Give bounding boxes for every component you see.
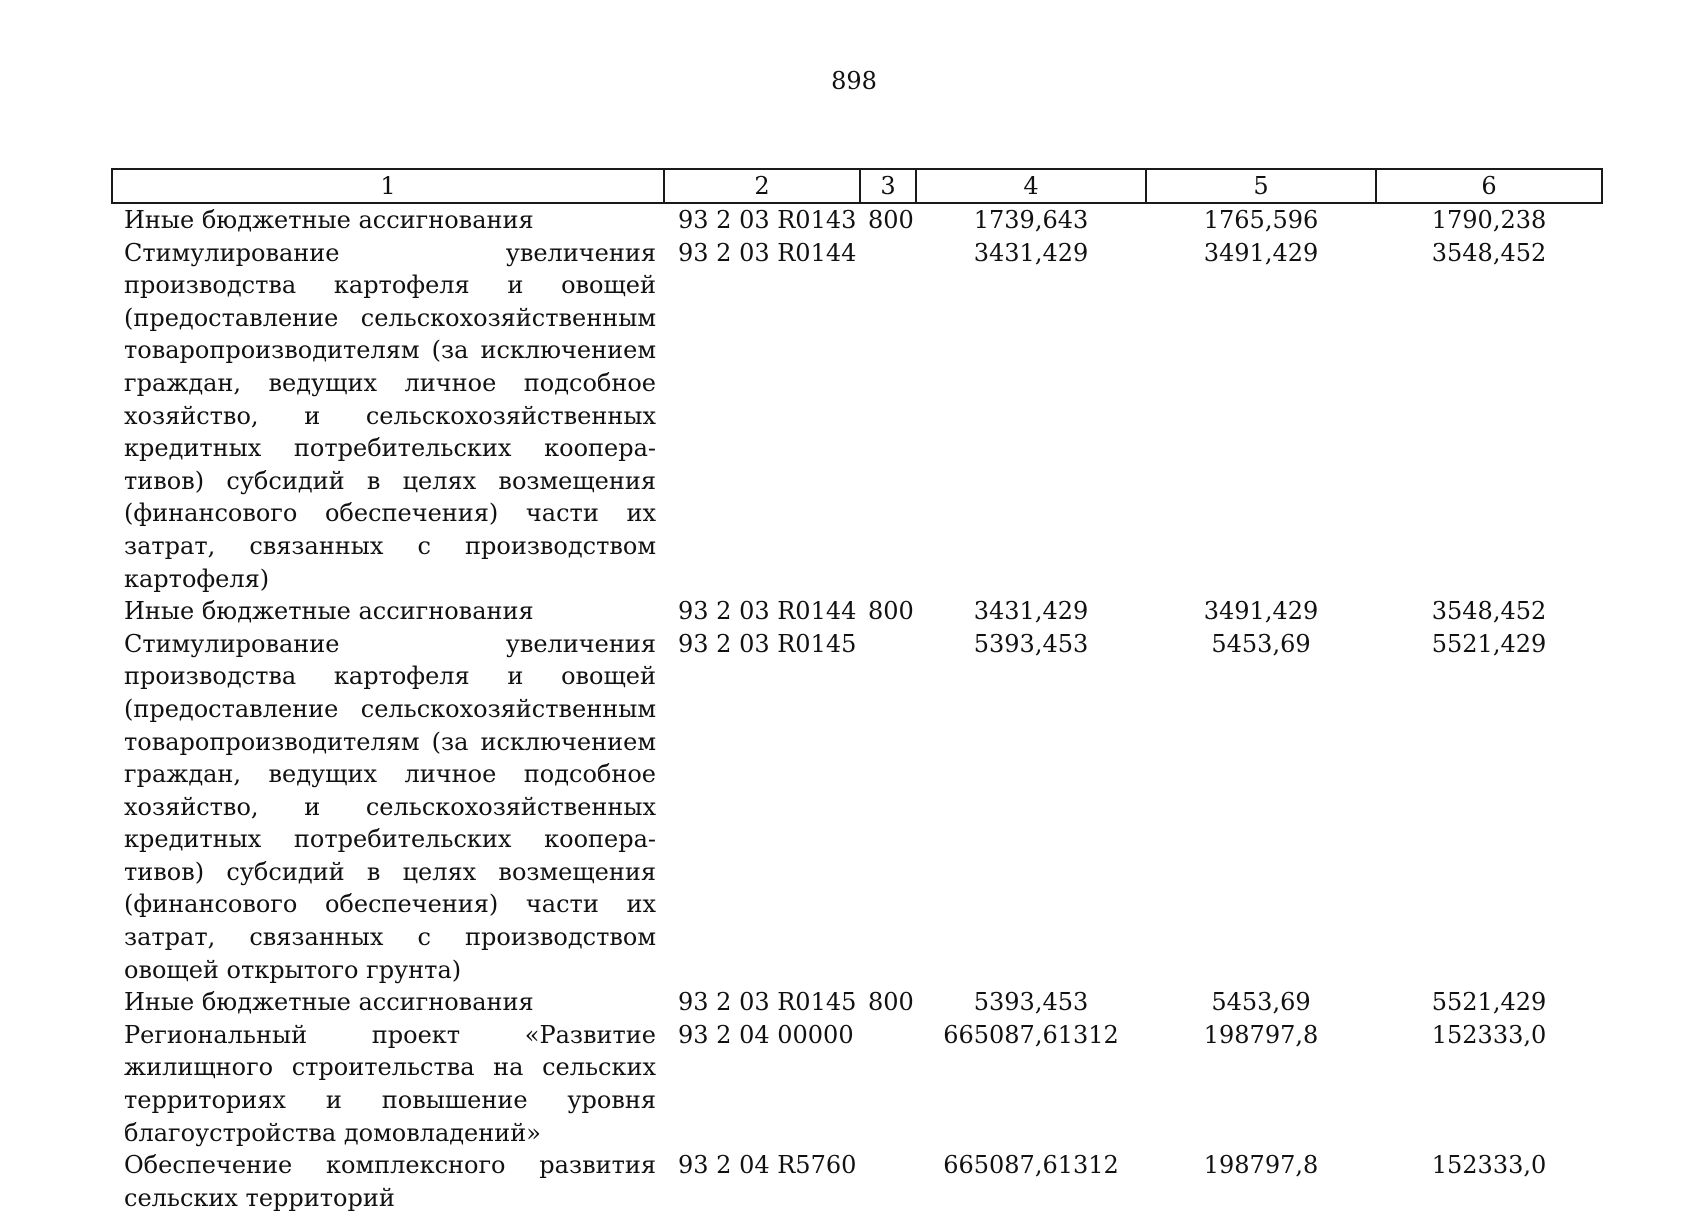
row-value-col-4: 3431,429 [973, 597, 1089, 626]
header-row [112, 169, 1602, 203]
table-row [112, 203, 1602, 237]
row-expense-type [860, 1149, 916, 1214]
row-value-col-5: 3491,429 [1203, 238, 1319, 267]
page-number: 898 [831, 67, 877, 95]
row-value-col-4: 5393,453 [973, 988, 1089, 1017]
row-code: 93 2 04 R5760 [678, 1151, 857, 1180]
table-body [112, 203, 1602, 1214]
row-value-col-5: 3491,429 [1203, 597, 1319, 626]
row-name: Иные бюджетные ассигнования [124, 988, 534, 1017]
row-value-col-5: 5453,69 [1211, 988, 1311, 1017]
budget-table [111, 168, 1603, 1214]
row-value-col-4: 1739,643 [973, 206, 1089, 234]
row-value-col-6: 5521,429 [1431, 629, 1547, 658]
row-expense-type: 800 [868, 597, 914, 626]
header-col-4: 4 [916, 169, 1146, 203]
row-name: Иные бюджетные ассигнования [124, 597, 534, 626]
table-header [112, 169, 1602, 203]
row-code: 93 2 03 R0145 [678, 629, 857, 658]
row-value-col-6: 152333,0 [1431, 1020, 1547, 1049]
row-value-col-6: 3548,452 [1431, 597, 1547, 626]
table-row [112, 1019, 1602, 1149]
row-value-col-6: 5521,429 [1431, 988, 1547, 1017]
header-col-5: 5 [1146, 169, 1376, 203]
table-row [112, 986, 1602, 1019]
row-expense-type [860, 1019, 916, 1149]
header-col-1: 1 [112, 169, 664, 203]
row-code: 93 2 03 R0145 [678, 988, 857, 1017]
row-name: Обеспечение комплексного развития сельских территорий [124, 1151, 656, 1212]
row-expense-type [860, 237, 916, 596]
table-row [112, 1149, 1602, 1214]
table-row [112, 595, 1602, 628]
row-code: 93 2 04 00000 [678, 1020, 854, 1049]
header-col-3: 3 [860, 169, 916, 203]
row-name: Региональный проект «Развитие жилищного строительства на сельских территориях и повышение уровня благоустройства домовладений» [124, 1020, 656, 1147]
row-value-col-4: 5393,453 [973, 629, 1089, 658]
row-value-col-6: 152333,0 [1431, 1151, 1547, 1180]
row-value-col-5: 198797,8 [1203, 1151, 1319, 1180]
table-row [112, 237, 1602, 596]
row-name: Стимулирование увеличения производства картофеля и овощей (предоставление сельскохозяйственным товаропроизводителям (за исключением граждан, ведущих личное подсобное хозяйство, и сельскохозяйственных кредитных потребительских кооперативов) субсидий в целях возмещения (финансового обеспечения) части их затрат, связанных с производством картофеля) [124, 238, 656, 593]
row-value-col-4: 665087,61312 [943, 1151, 1119, 1180]
row-code: 93 2 03 R0143 [678, 206, 857, 234]
header-col-6: 6 [1376, 169, 1602, 203]
table-row [112, 628, 1602, 987]
row-code: 93 2 03 R0144 [678, 238, 857, 267]
row-name: Иные бюджетные ассигнования [124, 206, 534, 234]
row-value-col-6: 3548,452 [1431, 238, 1547, 267]
header-col-2: 2 [664, 169, 860, 203]
row-name: Стимулирование увеличения производства картофеля и овощей (предоставление сельскохозяйственным товаропроизводителям (за исключением граждан, ведущих личное подсобное хозяйство, и сельскохозяйственных кредитных потребительских кооперативов) субсидий в целях возмещения (финансового обеспечения) части их затрат, связанных с производством овощей открытого грунта) [124, 629, 656, 984]
row-value-col-5: 198797,8 [1203, 1020, 1319, 1049]
row-value-col-5: 1765,596 [1203, 206, 1319, 234]
row-expense-type: 800 [868, 206, 914, 234]
row-expense-type [860, 628, 916, 987]
row-expense-type: 800 [868, 988, 914, 1017]
row-value-col-4: 665087,61312 [943, 1020, 1119, 1049]
row-value-col-5: 5453,69 [1211, 629, 1311, 658]
row-value-col-6: 1790,238 [1431, 206, 1547, 234]
row-value-col-4: 3431,429 [973, 238, 1089, 267]
row-code: 93 2 03 R0144 [678, 597, 857, 626]
